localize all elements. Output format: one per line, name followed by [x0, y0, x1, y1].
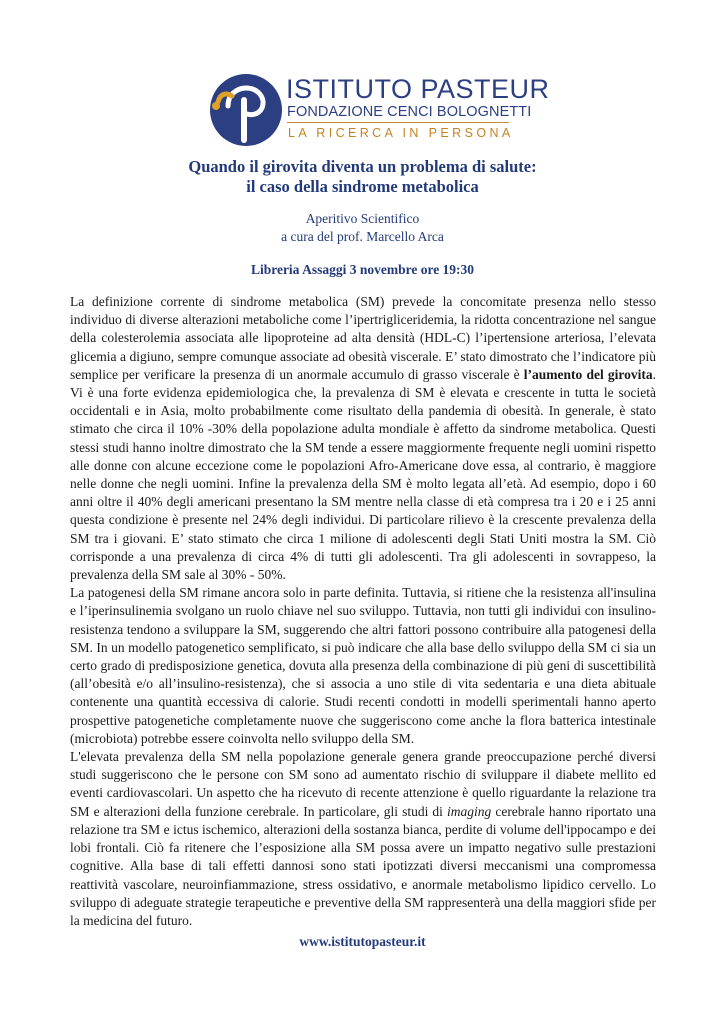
event-type: Aperitivo Scientifico: [305, 211, 420, 226]
event-title-line-2: il caso della sindrome metabolica: [246, 177, 479, 196]
emphasis-girovita: l’aumento del girovita: [523, 366, 653, 382]
logo-tagline: LA RICERCA IN PERSONA: [288, 126, 514, 140]
logo-subtitle: FONDAZIONE CENCI BOLOGNETTI: [287, 104, 532, 120]
pasteur-emblem-icon: [208, 72, 284, 148]
paragraph-text: cerebrale hanno riportato una relazione tra SM e ictus ischemico, alterazioni della sostanza bianca, perdite di volume dell'ippocampo e dei lobi frontali. Ciò fa ritenere che l’esposizione alla SM possa avere un impatto negativo sulle prestazioni cognitive. Alla base di tali effetti dannosi sono stati ipotizzati diversi meccanismi una compromessa reattività vascolare, neuroinfiammazione, stress ossidativo, e anormale metabolismo lipidico cervello. Lo sviluppo di adeguate strategie terapeutiche e preventive della SM rappresenterà una della maggiori sfide per la medicina del futuro.: [70, 803, 656, 928]
website-link[interactable]: www.istitutopasteur.it: [299, 934, 426, 949]
paragraph-text: La definizione corrente di sindrome metabolica (SM) prevede la concomitate presenza nello stesso individuo di diverse alterazioni metaboliche come l’ipertrigliceridemia, la ridotta concentrazione nel sangue della colesterolemia associata alle lipoproteine ad alta densità (HDL-C) l’ipertensione arteriosa, l’elevata glicemia a digiuno, sempre comunque associate ad obesità viscerale. E’ stato dimostrato che l’indicatore più semplice per verificare la presenza di un anormale accumulo di grasso viscerale è: [70, 294, 656, 382]
paragraph-consequences: [70, 748, 656, 930]
logo-divider: [287, 122, 509, 123]
paragraph-text: . Vi è una forte evidenza epidemiologica che, la prevalenza di SM è elevata e crescente in tutta le società occidentali e in Asia, molto probabilmente come risultato della pandemia di obesità. In generale, è stato stimato che circa il 10% -30% della popolazione adulta mondiale è affetto da sindrome metabolica. Questi stessi studi hanno inoltre dimostrato che la SM tende a essere maggiormente frequente negli uomini rispetto alle donne con alcune eccezione come le popolazioni Afro-Americane dove essa, al contrario, è maggiore nelle donne che negli uomini. Infine la prevalenza della SM è molto legata all’età. Ad esempio, dopo i 60 anni oltre il 40% degli americani presentano la SM mentre nella classe di età compresa tra i 20 e i 25 anni questa condizione è presente nel 24% degli individui. Di particolare rilievo è la crescente prevalenza della SM tra i giovani. E’ stato stimato che circa 1 milione di adolescenti degli Stati Uniti mostra la SM. Ciò corrisponde a una prevalenza di circa 4% di tutti gli adolescenti. Tra gli adolescenti in sovrappeso, la prevalenza della SM sale al 30% - 50%.: [70, 366, 656, 583]
event-venue-time: Libreria Assaggi 3 novembre ore 19:30: [250, 262, 475, 277]
paragraph-definition: [70, 293, 656, 584]
article-body: [70, 293, 656, 930]
paragraph-text: L'elevata prevalenza della SM nella popolazione generale genera grande preoccupazione perché diversi studi suggeriscono che le persone con SM sono ad aumentato rischio di sviluppare il diabete mellito ed eventi cardiovascolari. Un aspetto che ha ricevuto di recente attenzione è quello riguardante la relazione tra SM e alterazioni della funzione cerebrale. In particolare, gli studi di: [70, 749, 656, 819]
institute-logo: [208, 72, 550, 148]
emphasis-imaging: imaging: [446, 803, 492, 819]
paragraph-pathogenesis: La patogenesi della SM rimane ancora solo in parte definita. Tuttavia, si ritiene che la resistenza all'insulina e l’iperinsulinemia svolgano un ruolo chiave nel suo sviluppo. Tuttavia, non tutti gli individui con insulino-resistenza tendono a sviluppare la SM, suggerendo che altri fattori possono contribuire alla patogenesi della SM. In un modello patogenetico semplificato, si può indicare che alla base dello sviluppo della SM ci sia un certo grado di predisposizione genetica, dovuta alla presenza della combinazione di più geni di suscettibilità (all’obesità e/o all’insulino-resistenza), che si associa a uno stile di vita sedentaria e una dieta abituale contenente una quantità eccessiva di calorie. Studi recenti condotti in modelli sperimentali hanno aperto prospettive patogenetiche completamente nuove che suggeriscono come anche la flora batterica intestinale (microbiota) potrebbe essere coinvolta nello sviluppo della SM.: [70, 585, 656, 746]
logo-title: ISTITUTO PASTEUR: [286, 74, 550, 104]
event-title-line-1: Quando il girovita diventa un problema di salute:: [188, 157, 537, 176]
event-curator: a cura del prof. Marcello Arca: [281, 229, 444, 244]
